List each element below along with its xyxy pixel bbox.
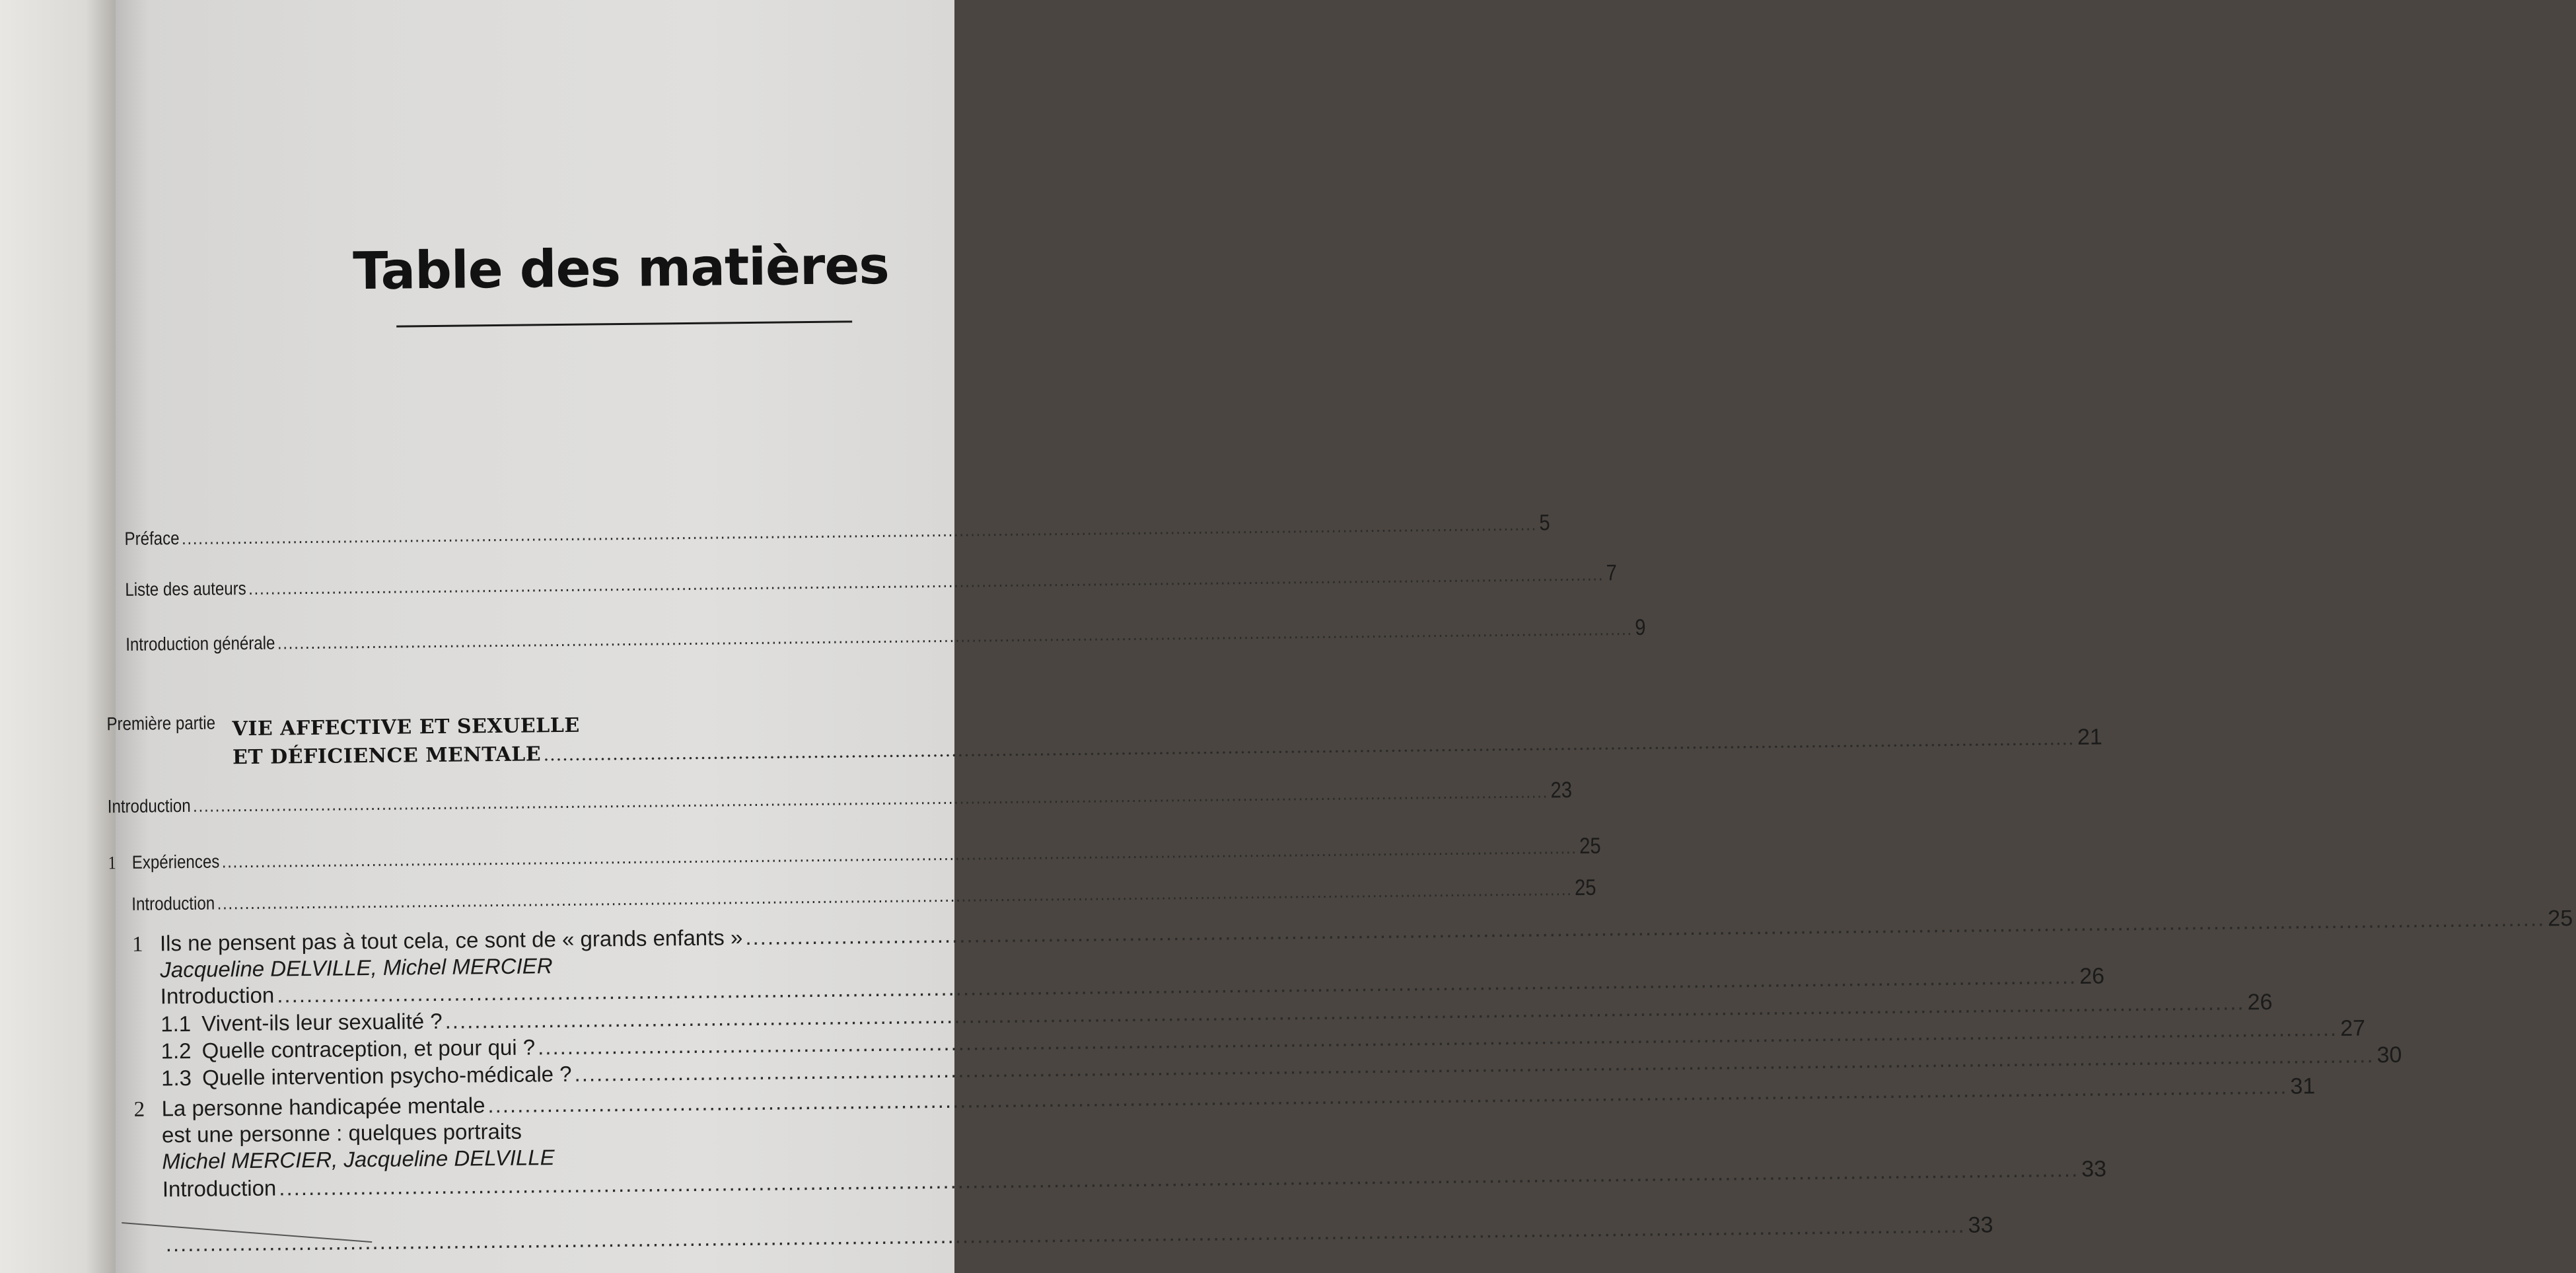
section-number: 2 bbox=[133, 1097, 145, 1122]
toc-entry-preface bbox=[124, 510, 1550, 551]
subsection-number: 1.3 bbox=[161, 1065, 192, 1091]
toc-entry-continued bbox=[163, 1212, 1993, 1257]
dot-leader bbox=[745, 906, 2545, 951]
dot-leader bbox=[248, 564, 1604, 599]
dot-leader bbox=[166, 1213, 1966, 1257]
dot-leader bbox=[217, 879, 1572, 914]
section-authors: Jacqueline DELVILLE, Michel MERCIER bbox=[160, 953, 553, 982]
facing-page-edge bbox=[0, 0, 122, 1273]
toc-entry-label: Ils ne pensent pas à tout cela, ce sont de « grands enfants » bbox=[159, 925, 743, 956]
toc-entry-page: 25 bbox=[1579, 833, 1601, 859]
dot-leader bbox=[182, 514, 1537, 549]
dot-leader bbox=[544, 727, 2075, 766]
toc-entry-page: 27 bbox=[2340, 1015, 2366, 1041]
toc-entry-label: Quelle contraception, et pour qui ? bbox=[201, 1035, 536, 1063]
toc-entry-page: 31 bbox=[2290, 1073, 2316, 1099]
toc-entry-label: Expériences bbox=[131, 851, 220, 873]
toc-entry-authors bbox=[125, 560, 1618, 602]
subsection-number: 1.2 bbox=[161, 1038, 192, 1064]
toc-entry-label: Introduction bbox=[160, 982, 275, 1009]
section-authors: Michel MERCIER, Jacqueline DELVILLE bbox=[162, 1145, 555, 1174]
toc-entry-section-1 bbox=[131, 906, 2573, 957]
part-title-line2: ET DÉFICIENCE MENTALE bbox=[232, 743, 542, 770]
chapter-number: 1 bbox=[108, 853, 116, 874]
toc-entry-label: Liste des auteurs bbox=[125, 577, 246, 600]
toc-entry-label: Quelle intervention psycho-médicale ? bbox=[201, 1061, 572, 1090]
toc-entry-page: 26 bbox=[2079, 963, 2105, 989]
toc-entry-general-introduction bbox=[125, 614, 1646, 657]
toc-entry-part-introduction bbox=[107, 777, 1573, 819]
toc-entry-page: 5 bbox=[1539, 510, 1550, 536]
toc-entry-page: 25 bbox=[1574, 875, 1596, 900]
toc-entry-label: Introduction bbox=[162, 1175, 277, 1202]
part-label: Première partie bbox=[106, 712, 216, 735]
toc-entry-page: 23 bbox=[1550, 777, 1573, 803]
dot-leader bbox=[222, 837, 1577, 872]
toc-entry-page: 21 bbox=[2077, 724, 2103, 750]
toc-entry-label: Vivent-ils leur sexualité ? bbox=[201, 1008, 443, 1036]
book-page bbox=[106, 0, 2573, 1273]
toc-entry-label: Introduction générale bbox=[125, 632, 275, 655]
toc-entry-label: La personne handicapée mentale bbox=[161, 1093, 485, 1121]
dot-leader bbox=[277, 618, 1633, 653]
toc-entry-page: 26 bbox=[2247, 989, 2273, 1015]
toc-entry-page: 33 bbox=[2081, 1156, 2107, 1182]
toc-entry-page: 9 bbox=[1635, 614, 1646, 640]
toc-entry-page: 25 bbox=[2548, 906, 2573, 931]
dot-leader bbox=[193, 781, 1548, 816]
title-underline bbox=[396, 320, 852, 327]
toc-entry-chapter-1 bbox=[108, 833, 1601, 875]
part-title-line1: VIE AFFECTIVE ET SEXUELLE bbox=[232, 713, 580, 741]
toc-entry-page: 30 bbox=[2377, 1042, 2402, 1068]
section-number: 1 bbox=[131, 932, 143, 957]
toc-entry-label: Introduction bbox=[107, 795, 191, 817]
toc-entry-label: Introduction bbox=[131, 892, 215, 914]
page-title: Table des matières bbox=[352, 236, 890, 302]
toc-entry-label: Préface bbox=[124, 528, 180, 549]
toc-entry-chapter-1-introduction bbox=[131, 875, 1596, 916]
subsection-number: 1.1 bbox=[161, 1011, 192, 1037]
toc-entry-page: 7 bbox=[1606, 560, 1618, 586]
toc-entry-page: 33 bbox=[1968, 1212, 1993, 1238]
section-title-line2: est une personne : quelques portraits bbox=[161, 1118, 522, 1147]
page-content bbox=[106, 0, 2573, 1273]
